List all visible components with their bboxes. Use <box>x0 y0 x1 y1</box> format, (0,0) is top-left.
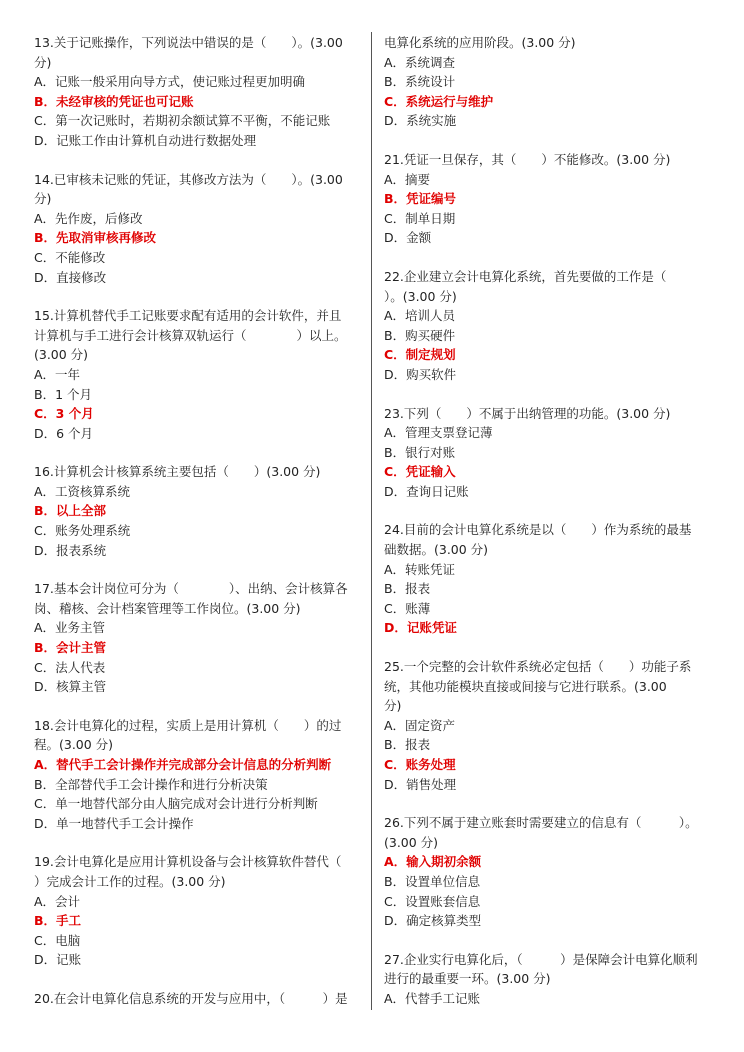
answer-option: B．系统设计 <box>384 74 456 90</box>
answer-option: B．报表 <box>384 581 431 597</box>
question-text: 程。(3.00 分) <box>34 737 114 753</box>
question-text: 22.企业建立会计电算化系统，首先要做的工作是（ <box>384 268 667 284</box>
question-block <box>384 150 712 248</box>
question-text: 13.关于记账操作，下列说法中错误的是（ ）。(3.00 <box>34 35 343 50</box>
answer-option: D．核算主管 <box>34 679 107 695</box>
answer-option: A．会计 <box>34 893 81 909</box>
question-text: 17.基本会计岗位可分为（ ）、出纳、会计核算各 <box>34 581 348 597</box>
question-text: 18.会计电算化的过程，实质上是用计算机（ ）的过 <box>34 717 342 733</box>
answer-option: C．设置账套信息 <box>384 893 481 909</box>
answer-option: A．管理支票登记薄 <box>384 425 493 441</box>
answer-option: B．银行对账 <box>384 444 456 460</box>
correct-option: B．先取消审核再修改 <box>34 230 157 246</box>
left-column <box>34 33 362 1028</box>
question-text: 统，其他功能模块直接或间接与它进行联系。(3.00 <box>384 678 667 694</box>
correct-option: C．制定规划 <box>384 347 456 363</box>
question-text: 岗、稽核、会计档案管理等工作岗位。(3.00 分) <box>34 600 301 616</box>
answer-option: B．购买硬件 <box>384 327 456 343</box>
correct-option: B．凭证编号 <box>384 191 457 207</box>
answer-option: D．系统实施 <box>384 113 457 129</box>
question-block <box>34 579 362 697</box>
answer-option: A．培训人员 <box>384 308 456 324</box>
question-text: 分) <box>34 54 52 70</box>
answer-option: D．查询日记账 <box>384 483 469 499</box>
answer-option: B．1 个月 <box>34 386 93 402</box>
correct-option: B．以上全部 <box>34 503 107 519</box>
question-block <box>34 33 362 151</box>
question-block <box>34 852 362 970</box>
answer-option: C．制单日期 <box>384 210 456 226</box>
answer-option: A．转账凭证 <box>384 561 456 577</box>
question-text: 础数据。(3.00 分) <box>384 542 489 558</box>
answer-option: C．账务处理系统 <box>34 523 131 539</box>
answer-option: C．法人代表 <box>34 659 106 675</box>
question-block <box>34 462 362 560</box>
question-text: 14.已审核未记账的凭证，其修改方法为（ ）。(3.00 <box>34 171 343 187</box>
answer-option: A．一年 <box>34 366 81 382</box>
question-text: 分) <box>34 191 52 207</box>
answer-option: C．电脑 <box>34 932 81 948</box>
question-block <box>384 33 712 131</box>
answer-option: D．金额 <box>384 230 432 246</box>
answer-option: D．直接修改 <box>34 269 107 285</box>
answer-option: D．确定核算类型 <box>384 913 482 929</box>
answer-option: A．固定资产 <box>384 717 456 733</box>
answer-option: D．报表系统 <box>34 542 107 558</box>
answer-option: B．报表 <box>384 737 431 753</box>
answer-option: D．单一地替代手工会计操作 <box>34 815 194 831</box>
answer-option: A．工资核算系统 <box>34 483 131 499</box>
answer-option: C．账薄 <box>384 600 431 616</box>
question-block <box>384 404 712 502</box>
question-block <box>34 716 362 834</box>
question-block <box>384 950 712 1009</box>
correct-option: B．会计主管 <box>34 640 107 656</box>
answer-option: B．全部替代手工会计操作和进行分析决策 <box>34 776 268 792</box>
answer-option: A．摘要 <box>384 171 431 187</box>
question-text: 16.计算机会计核算系统主要包括（ ）(3.00 分) <box>34 464 321 480</box>
question-block <box>34 989 362 1009</box>
question-text: ）。(3.00 分) <box>384 288 457 304</box>
question-text: 20.在会计电算化信息系统的开发与应用中，（ ）是 <box>34 990 348 1006</box>
question-block <box>384 813 712 931</box>
correct-option: C．账务处理 <box>384 757 456 772</box>
question-block <box>384 657 712 794</box>
answer-option: D．6 个月 <box>34 425 94 441</box>
question-text: 进行的最重要一环。(3.00 分) <box>384 971 551 987</box>
question-text: (3.00 分) <box>34 347 89 363</box>
answer-option: A．系统调查 <box>384 54 456 70</box>
question-text: 计算机与手工进行会计核算双轨运行（ ）以上。 <box>34 327 347 343</box>
correct-option: B．手工 <box>34 913 82 929</box>
question-text: 21.凭证一旦保存，其（ ）不能修改。(3.00 分) <box>384 151 671 167</box>
answer-option: A．业务主管 <box>34 620 106 636</box>
right-column <box>384 33 712 1028</box>
question-block <box>34 306 362 443</box>
question-block <box>384 267 712 385</box>
answer-option: D．购买软件 <box>384 366 457 382</box>
answer-option: C．第一次记账时，若期初余额试算不平衡，不能记账 <box>34 113 331 129</box>
correct-option: B．未经审核的凭证也可记账 <box>34 93 194 109</box>
correct-option: A．输入期初余额 <box>384 854 482 870</box>
question-text: 27.企业实行电算化后，（ ）是保障会计电算化顺利 <box>384 951 698 967</box>
answer-option: D．销售处理 <box>384 776 457 792</box>
question-block <box>384 520 712 638</box>
correct-option: C．系统运行与维护 <box>384 93 494 109</box>
question-text: ）完成会计工作的过程。(3.00 分) <box>34 873 226 889</box>
correct-option: C．凭证输入 <box>384 464 456 480</box>
correct-option: A．替代手工会计操作并完成部分会计信息的分析判断 <box>34 757 332 772</box>
answer-option: D．记账工作由计算机自动进行数据处理 <box>34 132 257 148</box>
answer-option: C．不能修改 <box>34 249 106 265</box>
column-divider <box>371 32 372 1010</box>
question-text: 25.一个完整的会计软件系统必定包括（ ）功能子系 <box>384 659 692 675</box>
question-text: 24.目前的会计电算化系统是以（ ）作为系统的最基 <box>384 522 692 538</box>
answer-option: B．设置单位信息 <box>384 873 481 889</box>
question-text: 15.计算机替代手工记账要求配有适用的会计软件，并且 <box>34 308 342 324</box>
question-text: 分) <box>384 698 402 714</box>
question-text: 电算化系统的应用阶段。(3.00 分) <box>384 35 576 50</box>
question-text: 26.下列不属于建立账套时需要建立的信息有（ ）。 <box>384 815 698 831</box>
correct-option: C．3 个月 <box>34 406 94 422</box>
question-text: (3.00 分) <box>384 834 439 850</box>
correct-option: D．记账凭证 <box>384 620 457 636</box>
answer-option: C．单一地替代部分由人脑完成对会计进行分析判断 <box>34 796 318 812</box>
question-text: 23.下列（ ）不属于出纳管理的功能。(3.00 分) <box>384 405 671 421</box>
answer-option: A．记账一般采用向导方式，使记账过程更加明确 <box>34 74 306 90</box>
question-block <box>34 170 362 288</box>
answer-option: D．记账 <box>34 952 82 968</box>
answer-option: A．先作废，后修改 <box>34 210 143 226</box>
question-text: 19.会计电算化是应用计算机设备与会计核算软件替代（ <box>34 854 342 870</box>
answer-option: A．代替手工记账 <box>384 990 481 1006</box>
